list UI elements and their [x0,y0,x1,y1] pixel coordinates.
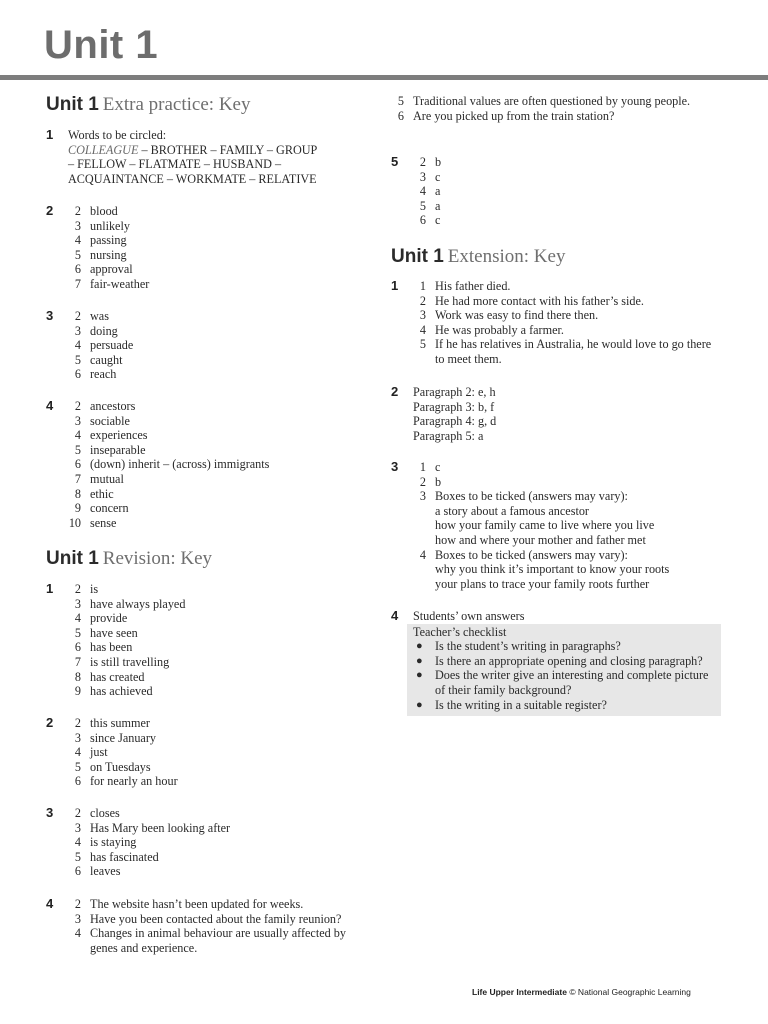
item-number: 4 [419,322,426,337]
item-number: 3 [74,730,81,745]
item-number: 2 [419,293,426,308]
list-item: 4 Boxes to be ticked (answers may vary): [419,547,628,562]
item-text: blood [90,204,118,218]
list-item [68,277,376,292]
item-text: just [90,745,108,760]
section-title-extension: Unit 1 Extension: Key [391,246,566,267]
teacher-checklist [407,624,721,717]
item-number: 9 [74,684,81,699]
checklist-text: Does the writer give an interesting and complete picture of their family background? [435,668,709,697]
item-number: 1 [419,279,426,293]
list-item [68,399,376,414]
item-text: (down) inherit – (across) immigrants [90,457,270,472]
item-text: was [90,309,109,323]
question-number: 3 [391,459,399,474]
question-number: 3 [46,805,54,820]
extension-q1 [391,279,723,367]
item-number: 4 [74,611,81,626]
list-item [68,745,376,760]
item-number: 4 [74,233,81,248]
list-item [413,323,723,338]
item-number: 6 [397,108,404,123]
item-text: inseparable [90,442,146,457]
list-item [68,443,376,458]
section-title-revision: Unit 1 Revision: Key [46,548,213,569]
bullet-icon: ● [416,698,423,711]
item-text: doing [90,323,118,338]
q4-answer: Students’ own answers [413,609,525,623]
item-number: 6 [419,213,426,228]
list-item [68,324,376,339]
item-number: 2 [74,897,81,911]
item-text: reach [90,367,117,382]
list-item [68,640,376,655]
item-text: persuade [90,338,134,353]
footer-publisher: © National Geographic Learning [569,987,691,997]
item-text: Traditional values are often questioned by young people. [413,94,691,108]
item-number: 3 [74,820,81,835]
item-number: 2 [74,204,81,218]
question-number: 4 [46,896,54,911]
item-number: 6 [74,262,81,277]
header-rule [0,75,768,80]
item-number: 5 [74,849,81,864]
list-line: Paragraph 2: e, h [413,385,496,399]
list-item [68,684,376,699]
footer-book: Life Upper Intermediate [472,987,567,997]
item-number: 4 [419,184,426,199]
item-text: experiences [90,428,148,443]
item-text: He was probably a farmer. [435,322,564,337]
item-text: c [435,169,441,184]
item-text: has fascinated [90,849,159,864]
item-number: 4 [74,745,81,760]
list-item [68,204,376,219]
list-item: 3 Boxes to be ticked (answers may vary): [419,489,628,504]
item-text: caught [90,352,123,367]
item-text: Changes in animal behaviour are usually affected by genes and experience. [90,926,346,955]
item-number: 2 [74,582,81,596]
item-text: Are you picked up from the train station? [413,108,615,123]
checklist-text: Is the student’s writing in paragraphs? [435,639,621,654]
item-number: 2 [74,399,81,413]
list-item [68,414,376,429]
list-item [68,655,376,670]
list-item [413,279,723,294]
q1-line2: – FELLOW – FLATMATE – HUSBAND – [68,157,282,172]
list-item [68,626,376,641]
list-item [68,457,376,472]
list-item [68,774,376,789]
item-number: 5 [74,352,81,367]
extension-q2 [391,385,723,443]
item-number: 6 [74,640,81,655]
list-item [68,926,376,955]
list-item [68,309,376,324]
item-text: closes [90,806,120,820]
checklist-title: Teacher’s checklist [413,624,507,639]
list-item [68,472,376,487]
item-text: fair-weather [90,276,150,291]
item-text: has created [90,669,145,684]
question-number: 4 [391,608,399,623]
item-number: 3 [74,218,81,233]
item-number: 4 [74,338,81,353]
revision-q1 [46,582,376,699]
item-text: is staying [90,835,137,850]
item-text: ethic [90,486,114,501]
list-item [68,597,376,612]
item-text: Work was easy to find there then. [435,308,599,323]
list-item [68,219,376,234]
bullet-icon: ● [416,669,423,682]
list-item [68,233,376,248]
item-text: is [90,582,99,596]
list-item [391,109,723,124]
list-item [68,367,376,382]
item-number: 8 [74,669,81,684]
item-text: sociable [90,413,130,428]
item-number: 2 [74,309,81,323]
list-item: 1 c [419,460,441,474]
question-number: 5 [391,154,399,169]
revision-q2 [46,716,376,789]
list-item [413,184,723,199]
item-text: a [435,184,441,199]
item-text: nursing [90,247,127,262]
q1-line3: ACQUAINTANCE – WORKMATE – RELATIVE [68,171,317,186]
revision-q3 [46,806,376,879]
checklist-text: Is the writing in a suitable register? [435,697,607,712]
list-item [68,248,376,263]
list-item [68,821,376,836]
bullet-icon: ● [416,654,423,667]
list-item [413,294,723,309]
q1-intro: Words to be circled: [68,128,167,142]
item-number: 6 [74,774,81,789]
list-item [68,760,376,775]
list-line: how and where your mother and father met [435,532,646,547]
q1-line1: COLLEAGUE – BROTHER – FAMILY – GROUP [68,142,318,157]
list-item: 2 b [419,474,442,489]
extra-practice-q2 [46,204,376,292]
item-number: 4 [74,835,81,850]
item-number: 4 [74,428,81,443]
page-header [0,0,768,80]
item-number: 3 [419,308,426,323]
list-item [413,308,723,323]
item-number: 7 [74,654,81,669]
item-number: 10 [68,515,81,530]
item-text: passing [90,233,127,248]
item-number: 2 [419,155,426,169]
item-text: c [435,213,441,228]
revision-q5 [391,155,723,228]
item-number: 3 [74,413,81,428]
list-item [68,338,376,353]
item-text: Has Mary been looking after [90,820,231,835]
item-number: 5 [74,442,81,457]
item-text: this summer [90,716,150,730]
item-number: 7 [74,276,81,291]
item-number: 7 [74,471,81,486]
item-text: a [435,198,441,213]
question-number: 3 [46,308,54,323]
extra-practice-q1 [46,128,376,186]
list-item [68,611,376,626]
question-number: 1 [46,581,54,596]
list-item [413,170,723,185]
item-text: b [435,155,442,169]
item-text: unlikely [90,218,130,233]
question-number: 2 [391,384,399,399]
revision-q4-continued [391,94,723,123]
list-item [68,835,376,850]
list-line: your plans to trace your family roots further [435,576,650,591]
item-text: approval [90,262,133,277]
list-item [68,428,376,443]
item-number: 4 [74,926,81,941]
item-text: concern [90,501,129,516]
item-text: leaves [90,864,121,879]
list-item [68,806,376,821]
item-text: is still travelling [90,654,170,669]
question-number: 2 [46,715,54,730]
checklist-item [413,654,721,669]
page-title: Unit 1 [44,23,159,67]
item-text: have always played [90,596,186,611]
checklist-item [413,698,721,713]
item-text: He had more contact with his father’s side. [435,293,644,308]
extra-practice-q3 [46,309,376,382]
extension-q3 [391,460,723,591]
item-number: 5 [74,759,81,774]
list-item [68,716,376,731]
list-item [68,850,376,865]
list-item [413,155,723,170]
list-line: Paragraph 3: b, f [413,399,495,414]
item-text: has been [90,640,133,655]
list-line: a story about a famous ancestor [435,503,589,518]
list-line: Paragraph 4: g, d [413,414,497,429]
list-item [68,516,376,531]
item-text: Have you been contacted about the family reunion? [90,911,342,926]
question-number: 1 [46,127,54,142]
item-text: for nearly an hour [90,774,178,789]
item-number: 3 [74,596,81,611]
item-text: sense [90,515,117,530]
list-item [68,487,376,502]
checklist-text: Is there an appropriate opening and closing paragraph? [435,653,703,668]
checklist-item [413,639,721,654]
item-text: The website hasn’t been updated for weeks. [90,897,304,911]
list-line: why you think it’s important to know your roots [435,562,670,577]
list-item [68,353,376,368]
item-text: If he has relatives in Australia, he would love to go there to meet them. [435,337,712,366]
bullet-icon: ● [416,640,423,653]
list-item [68,501,376,516]
item-number: 2 [74,806,81,820]
list-item [68,731,376,746]
item-text: ancestors [90,399,136,413]
list-item [68,912,376,927]
list-item [413,213,723,228]
checklist-item [413,668,721,697]
item-number: 5 [74,247,81,262]
item-text: His father died. [435,279,511,293]
list-item [391,94,723,109]
question-number: 4 [46,398,54,413]
item-number: 9 [74,501,81,516]
item-number: 5 [74,625,81,640]
list-line: how your family came to live where you live [435,518,655,533]
extension-q4 [391,609,723,716]
list-item [68,864,376,879]
item-number: 5 [419,198,426,213]
list-item [68,262,376,277]
list-item [68,670,376,685]
question-number: 2 [46,203,54,218]
list-item [413,199,723,214]
section-title-extra-practice: Unit 1 Extra practice: Key [46,94,251,115]
extra-practice-q4 [46,399,376,530]
item-number: 8 [74,486,81,501]
item-text: mutual [90,471,124,486]
question-number: 1 [391,278,399,293]
item-number: 2 [74,716,81,730]
item-number: 3 [74,911,81,926]
list-line: Paragraph 5: a [413,428,484,443]
item-number: 6 [74,864,81,879]
item-number: 6 [74,367,81,382]
revision-q4 [46,897,376,955]
item-number: 6 [74,457,81,472]
list-item [68,582,376,597]
item-text: provide [90,611,128,626]
item-number: 3 [419,169,426,184]
item-number: 3 [74,323,81,338]
item-number: 5 [419,337,426,352]
page-footer [472,987,691,997]
item-number: 5 [397,94,404,108]
item-text: on Tuesdays [90,759,151,774]
item-text: has achieved [90,684,153,699]
list-item [413,337,723,366]
item-text: have seen [90,625,138,640]
item-text: since January [90,730,156,745]
list-item [68,897,376,912]
